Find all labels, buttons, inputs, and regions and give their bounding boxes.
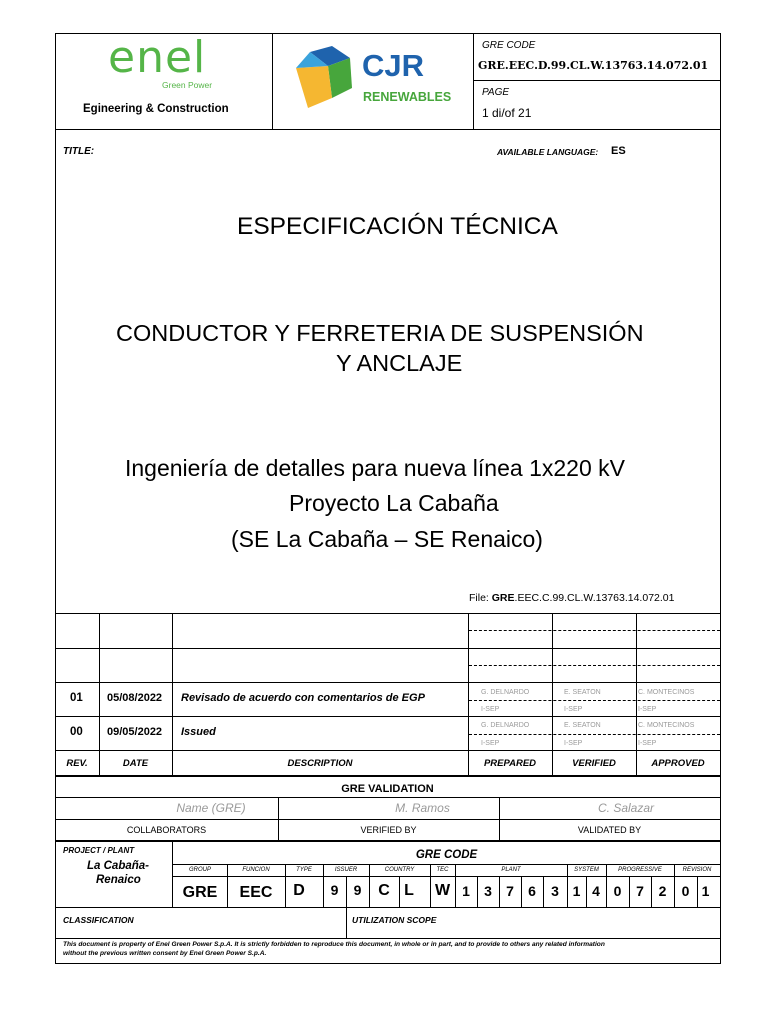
code-revision-digit: 0 <box>681 883 690 899</box>
code-plant-digit: 3 <box>551 883 559 899</box>
code-label-progressive: PROGRESSIVE <box>618 867 662 873</box>
code-country-letter: L <box>404 882 414 899</box>
code-label-tec: TEC <box>436 867 449 873</box>
project-name-line2: Renaico <box>96 874 141 886</box>
main-title: ESPECIFICACIÓN TÉCNICA <box>237 213 558 240</box>
code-label-issuer: ISSUER <box>334 867 358 873</box>
file-reference: File: GRE.EEC.C.99.CL.W.13763.14.072.01 <box>469 592 675 604</box>
validation-name-validator: C. Salazar <box>597 801 655 815</box>
project-line1: Ingeniería de detalles para nueva línea 1x220 kV <box>125 455 625 481</box>
rev-approved: C. MONTECINOS <box>638 722 695 729</box>
gre-validation-title: GRE VALIDATION <box>341 783 434 795</box>
header-rev: REV. <box>66 758 88 769</box>
rev-prepared-org: I-SEP <box>481 740 500 747</box>
role-validated-by: VALIDATED BY <box>577 825 642 835</box>
rev-verified-org: I-SEP <box>564 740 583 747</box>
rev-date: 09/05/2022 <box>107 726 163 738</box>
rev-number: 00 <box>70 726 83 738</box>
header-description: DESCRIPTION <box>287 758 353 769</box>
code-label-type: TYPE <box>296 867 312 873</box>
project-line2: Proyecto La Cabaña <box>289 490 499 516</box>
role-verified-by: VERIFIED BY <box>360 825 417 835</box>
code-label-system: SYSTEM <box>574 867 599 873</box>
title-label: TITLE: <box>63 146 95 157</box>
code-plant-digit: 7 <box>506 883 514 899</box>
enel-logo-sub: Green Power <box>162 80 213 90</box>
rev-approved-org: I-SEP <box>638 740 657 747</box>
rev-prepared: G. DELNARDO <box>481 689 530 696</box>
header-approved: APPROVED <box>651 758 705 769</box>
cjr-logo <box>292 46 464 112</box>
rev-approved-org: I-SEP <box>638 706 657 713</box>
enel-logo-text: enel <box>108 32 207 83</box>
page-label: PAGE <box>482 87 510 98</box>
rev-verified-org: I-SEP <box>564 706 583 713</box>
code-system-digit: 4 <box>592 883 600 899</box>
code-system-digit: 1 <box>572 883 581 899</box>
code-progressive-digit: 2 <box>658 883 667 899</box>
cjr-cube-icon <box>292 46 358 110</box>
code-funcion: EEC <box>239 884 273 901</box>
gre-code-label: GRE CODE <box>482 40 536 51</box>
code-type: D <box>293 882 305 899</box>
code-label-funcion: FUNCION <box>242 867 270 873</box>
code-issuer-digit: 9 <box>330 882 339 898</box>
available-language-label: AVAILABLE LANGUAGE: <box>497 147 599 157</box>
subtitle-line1: CONDUCTOR Y FERRETERIA DE SUSPENSIÓN <box>116 320 644 346</box>
rev-verified: E. SEATON <box>564 722 601 729</box>
subtitle-line2: Y ANCLAJE <box>336 350 463 376</box>
validation-name-verifier: M. Ramos <box>395 801 450 815</box>
code-progressive-digit: 7 <box>636 883 644 899</box>
rev-number: 01 <box>70 692 83 704</box>
eng-construction-label: Egineering & Construction <box>83 103 229 115</box>
rev-prepared: G. DELNARDO <box>481 722 530 729</box>
gre-code-table-title: GRE CODE <box>415 849 478 861</box>
code-tec: W <box>434 882 451 899</box>
gre-code-value: GRE.EEC.D.99.CL.W.13763.14.072.01 <box>478 59 709 72</box>
page-value: 1 di/of 21 <box>482 106 532 120</box>
code-progressive-digit: 0 <box>613 883 622 899</box>
project-name-line1: La Cabaña- <box>87 860 149 872</box>
disclaimer-line2: without the previous written consent by Enel Green Power S.p.A. <box>63 950 267 957</box>
code-revision-digit: 1 <box>701 883 710 899</box>
cjr-logo-text: CJR <box>362 48 425 83</box>
language-value: ES <box>611 145 626 157</box>
rev-description: Issued <box>181 726 216 738</box>
code-plant-digit: 6 <box>528 883 536 899</box>
header-verified: VERIFIED <box>572 758 616 769</box>
project-label: PROJECT / PLANT <box>63 846 135 855</box>
rev-approved: C. MONTECINOS <box>638 689 695 696</box>
disclaimer-line1: This document is property of Enel Green Power S.p.A. It is strictly forbidden to reproduce this document, in whole or in part, and to provide to others any related information <box>63 941 605 948</box>
code-label-country: COUNTRY <box>384 867 415 873</box>
code-issuer-digit: 9 <box>353 882 362 898</box>
code-label-revision: REVISION <box>682 867 712 873</box>
utilization-scope-label: UTILIZATION SCOPE <box>352 915 437 925</box>
code-plant-digit: 1 <box>462 883 470 899</box>
rev-description: Revisado de acuerdo con comentarios de EGP <box>181 692 425 704</box>
rev-date: 05/08/2022 <box>107 692 163 704</box>
cjr-logo-sub: RENEWABLES <box>363 90 452 104</box>
code-plant-digit: 3 <box>484 883 492 899</box>
code-label-plant: PLANT <box>501 867 521 873</box>
enel-logo <box>108 32 223 90</box>
classification-label: CLASSIFICATION <box>63 915 134 925</box>
role-collaborators: COLLABORATORS <box>126 825 207 835</box>
project-line3: (SE La Cabaña – SE Renaico) <box>231 526 543 552</box>
code-label-group: GROUP <box>188 867 211 873</box>
code-group: GRE <box>182 884 218 901</box>
header-prepared: PREPARED <box>483 758 537 769</box>
rev-verified: E. SEATON <box>564 689 601 696</box>
code-country-letter: C <box>378 882 390 899</box>
validation-name-gre: Name (GRE) <box>176 801 246 815</box>
header-date: DATE <box>122 758 149 769</box>
rev-prepared-org: I-SEP <box>481 706 500 713</box>
